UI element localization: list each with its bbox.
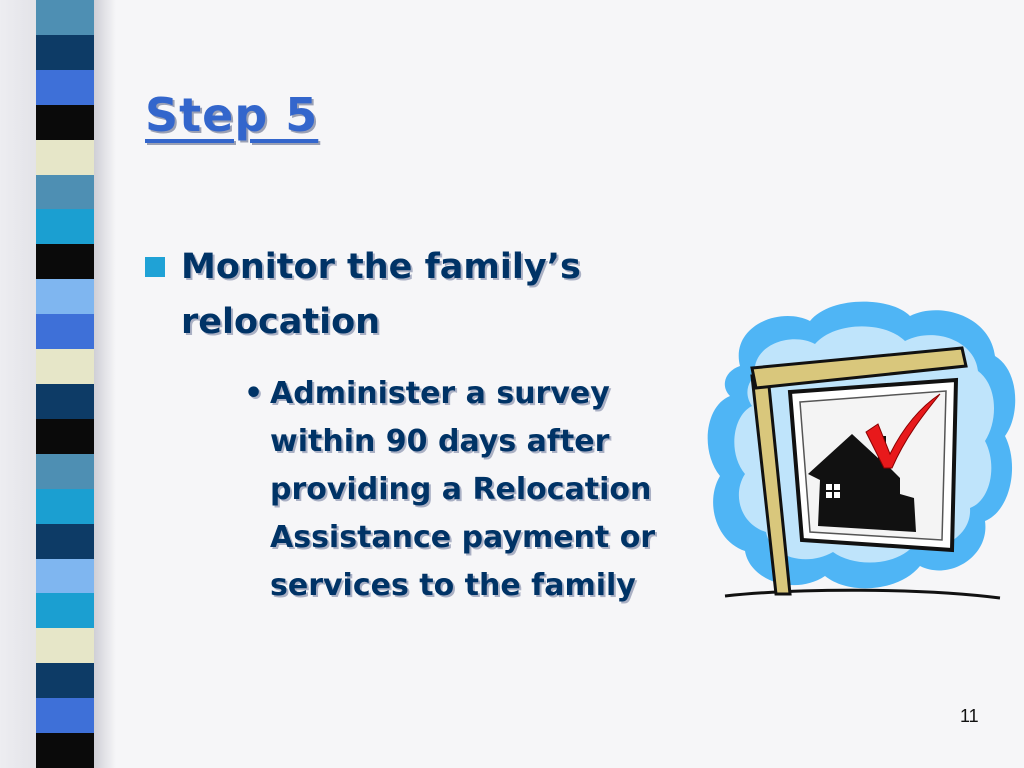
stripe-block [36, 140, 94, 175]
stripe-block [36, 489, 94, 524]
stripe-block [36, 628, 94, 663]
stripe-block [36, 593, 94, 628]
stripe-block [36, 0, 94, 35]
decorative-stripe-column [36, 0, 94, 768]
stripe-block [36, 419, 94, 454]
left-shade [0, 0, 36, 768]
round-bullet-icon: • [244, 376, 264, 411]
stripe-block [36, 698, 94, 733]
stripe-block [36, 524, 94, 559]
stripe-block [36, 244, 94, 279]
stripe-block [36, 663, 94, 698]
house-sign-clipart [700, 296, 1020, 606]
stripe-block [36, 559, 94, 594]
stripe-block [36, 209, 94, 244]
stripe-block [36, 279, 94, 314]
stripe-shadow [94, 0, 116, 768]
bullet-level1-text: Monitor the family’s relocation [181, 247, 581, 342]
stripe-block [36, 349, 94, 384]
stripe-block [36, 70, 94, 105]
page-number: 11 [960, 706, 979, 726]
slide-title: Step 5 [145, 88, 319, 142]
bullet-level2 [244, 370, 684, 610]
square-bullet-icon [145, 257, 165, 277]
stripe-block [36, 35, 94, 70]
stripe-block [36, 384, 94, 419]
stripe-block [36, 733, 94, 768]
bullet-level1 [145, 240, 645, 350]
stripe-block [36, 314, 94, 349]
stripe-block [36, 454, 94, 489]
stripe-block [36, 175, 94, 210]
stripe-block [36, 105, 94, 140]
bullet-level2-text: Administer a survey within 90 days after providing a Relocation Assistance payment or services to the family [270, 376, 656, 603]
ground-line [725, 590, 1000, 598]
